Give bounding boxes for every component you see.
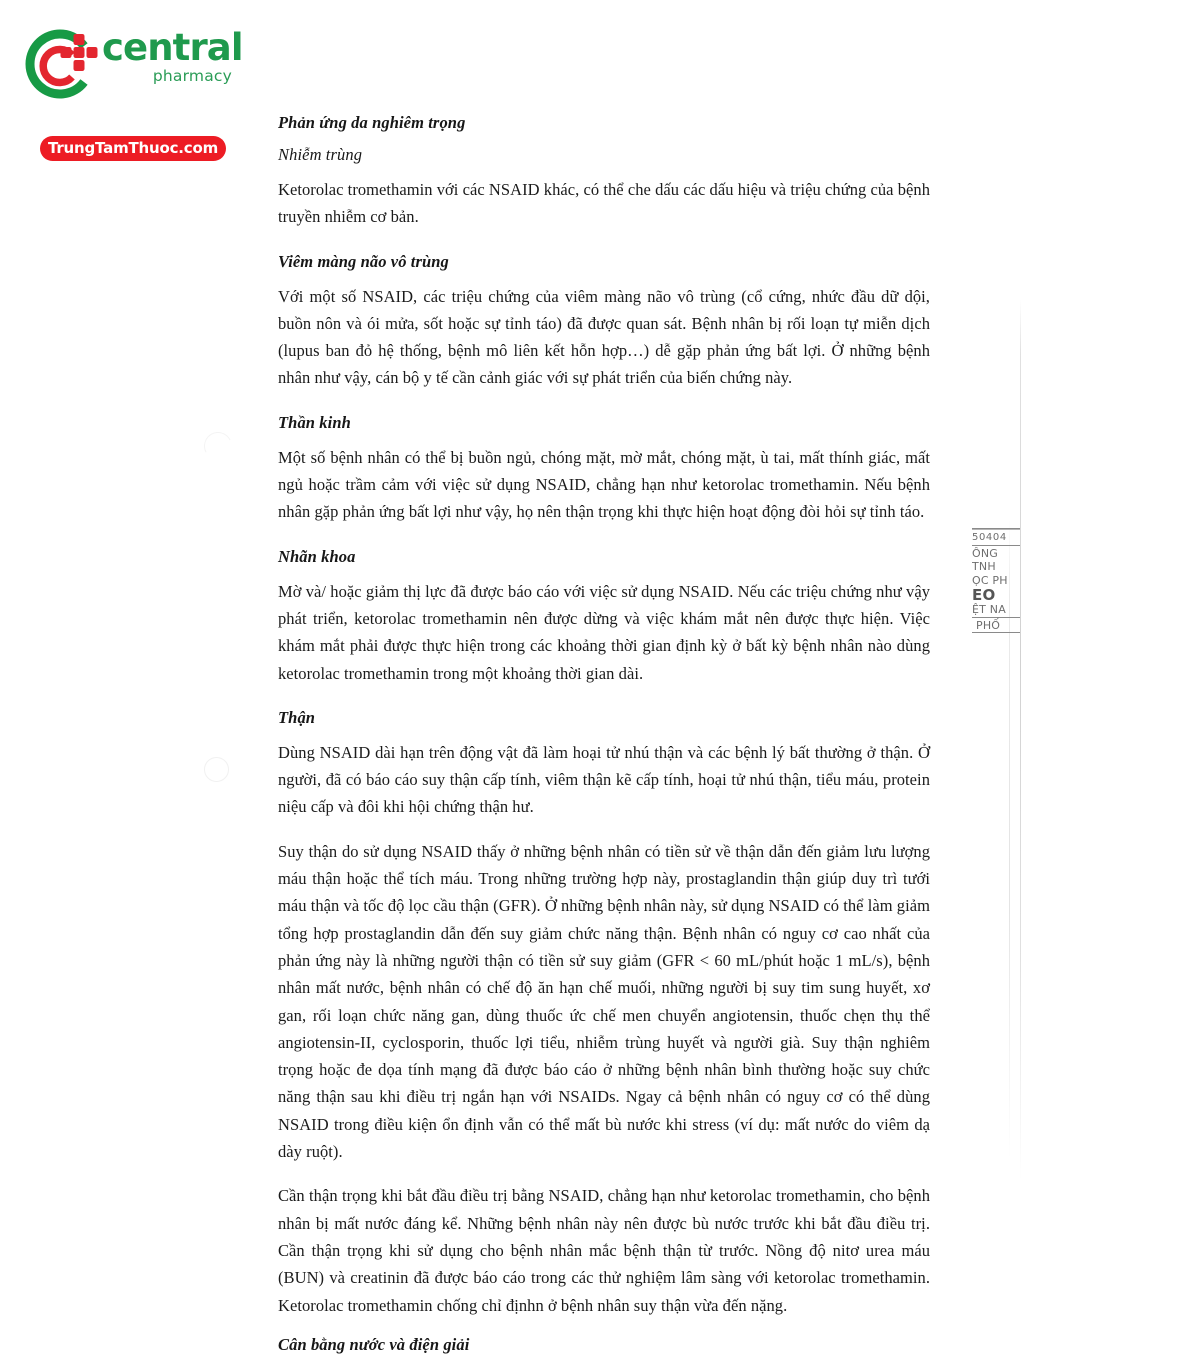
edge-label-rule-top [972, 528, 1020, 530]
scan-artifact-ring-upper [200, 428, 235, 463]
brand-wordmark [102, 26, 243, 86]
edge-label-rule-mid [972, 545, 1020, 546]
clipped-edge-stamp-label [972, 528, 1020, 676]
document-text-column [278, 112, 930, 1366]
edge-label-line-4: EO [972, 586, 996, 604]
paragraph-renal-1: Dùng NSAID dài hạn trên động vật đã làm hoại tử nhú thận và các bệnh lý bất thường ở thận. Ở người, đã có báo cáo suy thận cấp tính, viêm thận kẽ cấp tính, hoại tử nhú thận, tiểu máu, protein niệu cấp và đôi khi hội chứng thận hư. [278, 742, 930, 817]
edge-label-line-2: TNH [972, 560, 996, 573]
paragraph-ophthalmic-1: Mờ và/ hoặc giảm thị lực đã được báo cáo với việc sử dụng NSAID. Nếu các triệu chứng như vậy phát triển, ketorolac tromethamin nên được dừng và việc khám mắt nên được thực hiện. Việc khám mắt phải được thực hiện trong các khoảng thời gian định kỳ ở bất kỳ bệnh nhân nào dùng ketorolac tromethamin trong một khoảng thời gian dài. [278, 581, 930, 683]
edge-label-line-1: ÔNG [972, 546, 999, 560]
scan-artifact-ring-lower [204, 757, 229, 782]
paragraph-neurologic-1: Một số bệnh nhân có thể bị buồn ngủ, chóng mặt, mờ mắt, chóng mặt, ù tai, mất thính giác, mất ngủ hoặc trầm cảm với việc sử dụng NSAID, chẳng hạn như ketorolac tromethamin. Nếu bệnh nhân gặp phản ứng bất lợi như vậy, họ nên thận trọng khi thực hiện hoạt động đòi hỏi sự tỉnh táo. [278, 447, 930, 522]
paragraph-renal-3: Cần thận trọng khi bắt đầu điều trị bằng NSAID, chẳng hạn như ketorolac tromethamin, cho bệnh nhân bị mất nước đáng kể. Những bệnh nhân này nên được bù nước trước khi bắt đầu điều trị. Cần thận trọng khi sử dụng cho bệnh nhân mắc bệnh thận từ trước. Nồng độ nitơ urea máu (BUN) và creatinin đã được báo cáo trong các thử nghiệm lâm sàng với ketorolac tromethamin. Ketorolac tromethamin chống chỉ địnhn ở bệnh nhân suy thận vừa đến nặng. [278, 1186, 930, 1315]
section-heading-infection: Nhiễm trùng [278, 145, 363, 164]
section-heading-neurologic: Thần kinh [278, 412, 351, 432]
edge-label-rule-bottom [972, 632, 1020, 633]
paragraph-infection-1: Ketorolac tromethamin với các NSAID khác, có thể che dấu các dấu hiệu và triệu chứng của bệnh truyền nhiễm cơ bản. [278, 180, 930, 227]
brand-watermark [18, 24, 243, 157]
brand-logo-row [18, 24, 243, 106]
scan-artifact-page-edge-line [1020, 300, 1021, 1180]
brand-tagline: pharmacy [152, 67, 232, 86]
section-heading-ophthalmic: Nhãn khoa [278, 546, 356, 566]
paragraph-renal-2: Suy thận do sử dụng NSAID thấy ở những bệnh nhân có tiền sử về thận dẫn đến giảm lưu lượng máu thận hoặc thể tích máu. Trong những trường hợp này, prostaglandin thận giúp duy trì tưới máu thận và tốc độ lọc cầu thận (GFR). Ở những bệnh nhân này, sử dụng NSAID có thể làm giảm tổng hợp prostaglandin dẫn đến suy giảm chức năng thận. Bệnh nhân có nguy cơ cao nhất của phản ứng này là những người thận có tiền sử suy giảm (GFR < 60 mL/phút hoặc 1 mL/s), bệnh nhân mất nước, bệnh nhân có chế độ ăn hạn chế muối, những người bị suy tim sung huyết, xơ gan, rối loạn chức năng gan, dùng thuốc ức chế men chuyển angiotensin, thuốc chẹn thụ thể angiotensin-II, cyclosporin, thuốc lợi tiểu, nhiễm trùng huyết và người già. Suy thận nghiêm trọng hoặc đe dọa tính mạng đã được báo cáo ở những bệnh nhân bình thường hoặc suy chức năng thận sau khi điều trị ngắn hạn với NSAIDs. Ngay cả bệnh nhân có nguy cơ có thể dùng NSAID trong điều kiện ổn định vẫn có thể mất bù nước khi stress (ví dụ: mất nước do viêm dạ dày ruột). [278, 841, 930, 1162]
site-url-badge[interactable] [40, 136, 226, 161]
paragraph-aseptic-meningitis-1: Với một số NSAID, các triệu chứng của viêm màng não vô trùng (cổ cứng, nhức đầu dữ dội, buồn nôn và ói mửa, sốt hoặc sự tỉnh táo) đã được quan sát. Bệnh nhân bị rối loạn tự miễn dịch (lupus ban đỏ hệ thống, bệnh mô liên kết hỗn hợp…) dễ gặp phản ứng bất lợi. Ở những bệnh nhân như vậy, cán bộ y tế cần cảnh giác với sự phát triển của biến chứng này. [278, 286, 930, 388]
edge-label-line-5: ỆT NA [972, 603, 1006, 616]
edge-label-code: 50404 [972, 532, 1007, 543]
central-pharmacy-c-cross-emblem-icon [24, 26, 100, 102]
section-heading-renal: Thận [278, 707, 316, 727]
edge-label-line-3: ỌC PH [972, 573, 1008, 587]
edge-label-rule-lower [972, 617, 1020, 618]
brand-name: central [102, 26, 243, 69]
section-heading-aseptic-meningitis: Viêm màng não vô trùng [278, 251, 449, 271]
section-heading-fluid-electrolyte-balance: Cân bằng nước và điện giải [278, 1334, 470, 1354]
edge-label-footer: PHỐ [976, 618, 1001, 632]
site-url-label: TrungTamThuoc.com [47, 139, 219, 157]
section-heading-severe-skin-reaction: Phản ứng da nghiêm trọng [278, 113, 466, 132]
